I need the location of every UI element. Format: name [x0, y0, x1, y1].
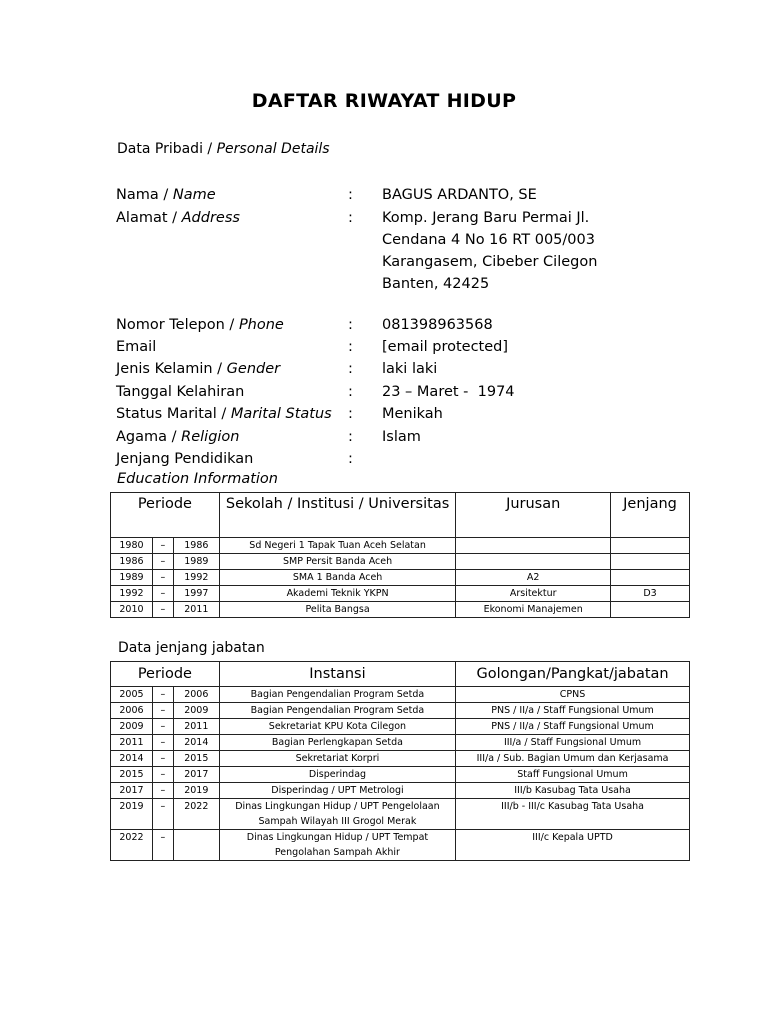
table-row [111, 719, 690, 735]
cell-from: 2010 [111, 602, 153, 618]
field-value: Islam [382, 429, 421, 445]
cell-from: 1992 [111, 586, 153, 602]
col-header: Jenjang [611, 493, 690, 538]
cell-to: 1989 [173, 554, 219, 570]
field-colon: : [348, 406, 353, 422]
cell-school: Sd Negeri 1 Tapak Tuan Aceh Selatan [219, 538, 456, 554]
table-row [111, 538, 690, 554]
field-colon: : [348, 429, 353, 445]
cell-agency: Sekretariat KPU Kota Cilegon [219, 719, 455, 735]
field-label: Alamat / Address [116, 210, 240, 226]
cell-rank: III/a / Staff Fungsional Umum [456, 735, 690, 751]
field-value: Menikah [382, 406, 443, 422]
agency-line: Pengolahan Sampah Akhir [274, 847, 400, 858]
cell-dash: – [152, 570, 173, 586]
table-row [111, 830, 690, 861]
cell-to: 2022 [173, 799, 219, 830]
cell-dash: – [152, 538, 173, 554]
field-colon: : [348, 210, 353, 226]
cell-dash: – [152, 783, 173, 799]
cell-dash: – [152, 719, 173, 735]
heading-sep: / [202, 141, 217, 157]
table-header-row [111, 493, 690, 538]
field-colon: : [348, 361, 353, 377]
cell-to [173, 830, 219, 861]
education-caption: Education Information [117, 471, 278, 487]
cell-rank: Staff Fungsional Umum [456, 767, 690, 783]
cell-from: 2015 [111, 767, 153, 783]
cell-dash: – [152, 830, 173, 861]
cell-major: Arsitektur [456, 586, 611, 602]
cell-school: Pelita Bangsa [219, 602, 456, 618]
cell-dash: – [152, 602, 173, 618]
col-header: Instansi [219, 662, 455, 687]
cell-agency: Disperindag [219, 767, 455, 783]
heading-en: Personal Details [216, 141, 330, 157]
field-label: Tanggal Kelahiran [116, 384, 245, 400]
table-row [111, 799, 690, 830]
cell-from: 1986 [111, 554, 153, 570]
cell-school: SMA 1 Banda Aceh [219, 570, 456, 586]
field-colon: : [348, 339, 353, 355]
cell-to: 2011 [173, 719, 219, 735]
cell-agency: Bagian Perlengkapan Setda [219, 735, 455, 751]
cell-from: 2006 [111, 703, 153, 719]
cell-rank: CPNS [456, 687, 690, 703]
cell-to: 1986 [173, 538, 219, 554]
agency-line: Dinas Lingkungan Hidup / UPT Tempat [246, 832, 429, 843]
cell-from: 2022 [111, 830, 153, 861]
table-header-row [111, 662, 690, 687]
field-label: Agama / Religion [116, 429, 240, 445]
table-row [111, 767, 690, 783]
cell-to: 1997 [173, 586, 219, 602]
field-label: Status Marital / Marital Status [116, 406, 332, 422]
cell-to: 2019 [173, 783, 219, 799]
cell-agency [219, 799, 455, 830]
table-row [111, 783, 690, 799]
cell-dash: – [152, 703, 173, 719]
col-header: Golongan/Pangkat/jabatan [456, 662, 690, 687]
cell-major [456, 554, 611, 570]
cell-level [611, 554, 690, 570]
cell-dash: – [152, 751, 173, 767]
field-colon: : [348, 317, 353, 333]
education-table [110, 492, 690, 618]
cell-to: 2006 [173, 687, 219, 703]
cell-agency: Disperindag / UPT Metrologi [219, 783, 455, 799]
cell-dash: – [152, 767, 173, 783]
agency-line: Sampah Wilayah III Grogol Merak [258, 816, 417, 827]
heading-id: Data Pribadi [117, 141, 203, 157]
table-row [111, 751, 690, 767]
cell-school: SMP Persit Banda Aceh [219, 554, 456, 570]
cell-major [456, 538, 611, 554]
cell-level [611, 570, 690, 586]
cell-from: 1989 [111, 570, 153, 586]
table-row [111, 687, 690, 703]
field-colon: : [348, 384, 353, 400]
cell-agency: Sekretariat Korpri [219, 751, 455, 767]
cell-rank: PNS / II/a / Staff Fungsional Umum [456, 719, 690, 735]
cell-to: 1992 [173, 570, 219, 586]
page-title: DAFTAR RIWAYAT HIDUP [251, 90, 517, 112]
positions-table [110, 661, 690, 861]
field-value: laki laki [382, 361, 438, 377]
table-row [111, 570, 690, 586]
table-row [111, 554, 690, 570]
field-value: 081398963568 [382, 317, 493, 333]
cell-dash: – [152, 554, 173, 570]
personal-details-heading [117, 141, 330, 157]
cell-rank: III/a / Sub. Bagian Umum dan Kerjasama [456, 751, 690, 767]
address-line: Karangasem, Cibeber Cilegon [382, 254, 598, 270]
col-header: Periode [111, 493, 220, 538]
field-value: [email protected] [382, 339, 509, 355]
cell-rank: III/c Kepala UPTD [456, 830, 690, 861]
col-header: Periode [111, 662, 220, 687]
cell-dash: – [152, 586, 173, 602]
cell-agency: Bagian Pengendalian Program Setda [219, 703, 455, 719]
cell-agency [219, 830, 455, 861]
cell-dash: – [152, 687, 173, 703]
cell-major: A2 [456, 570, 611, 586]
field-label: Email [116, 339, 157, 355]
field-value: 23 – Maret - 1974 [382, 384, 515, 400]
cell-major: Ekonomi Manajemen [456, 602, 611, 618]
address-line: Banten, 42425 [382, 276, 490, 292]
cell-from: 2017 [111, 783, 153, 799]
field-label: Nama / Name [116, 187, 216, 203]
field-label: Jenjang Pendidikan [116, 451, 254, 467]
cell-rank: III/b Kasubag Tata Usaha [456, 783, 690, 799]
cell-dash: – [152, 799, 173, 830]
table-row [111, 735, 690, 751]
cell-from: 2014 [111, 751, 153, 767]
table-row [111, 602, 690, 618]
col-header: Jurusan [456, 493, 611, 538]
cell-from: 1980 [111, 538, 153, 554]
cell-level [611, 538, 690, 554]
field-label: Jenis Kelamin / Gender [116, 361, 281, 377]
cell-from: 2009 [111, 719, 153, 735]
cell-dash: – [152, 735, 173, 751]
field-colon: : [348, 187, 353, 203]
cell-level [611, 602, 690, 618]
cell-from: 2019 [111, 799, 153, 830]
cell-rank: PNS / II/a / Staff Fungsional Umum [456, 703, 690, 719]
table-row [111, 703, 690, 719]
field-colon: : [348, 451, 353, 467]
cell-school: Akademi Teknik YKPN [219, 586, 456, 602]
cell-to: 2011 [173, 602, 219, 618]
field-value: BAGUS ARDANTO, SE [382, 187, 537, 203]
field-value [382, 207, 597, 295]
field-label: Nomor Telepon / Phone [116, 317, 284, 333]
cell-to: 2009 [173, 703, 219, 719]
col-header: Sekolah / Institusi / Universitas [219, 493, 456, 538]
cell-rank: III/b - III/c Kasubag Tata Usaha [456, 799, 690, 830]
agency-line: Dinas Lingkungan Hidup / UPT Pengelolaan [235, 801, 440, 812]
cell-agency: Bagian Pengendalian Program Setda [219, 687, 455, 703]
cell-to: 2017 [173, 767, 219, 783]
cell-from: 2011 [111, 735, 153, 751]
cell-to: 2015 [173, 751, 219, 767]
cell-to: 2014 [173, 735, 219, 751]
address-line: Cendana 4 No 16 RT 005/003 [382, 232, 595, 248]
address-line: Komp. Jerang Baru Permai Jl. [382, 210, 590, 226]
cell-level: D3 [611, 586, 690, 602]
positions-caption: Data jenjang jabatan [118, 640, 265, 656]
table-row [111, 586, 690, 602]
cell-from: 2005 [111, 687, 153, 703]
